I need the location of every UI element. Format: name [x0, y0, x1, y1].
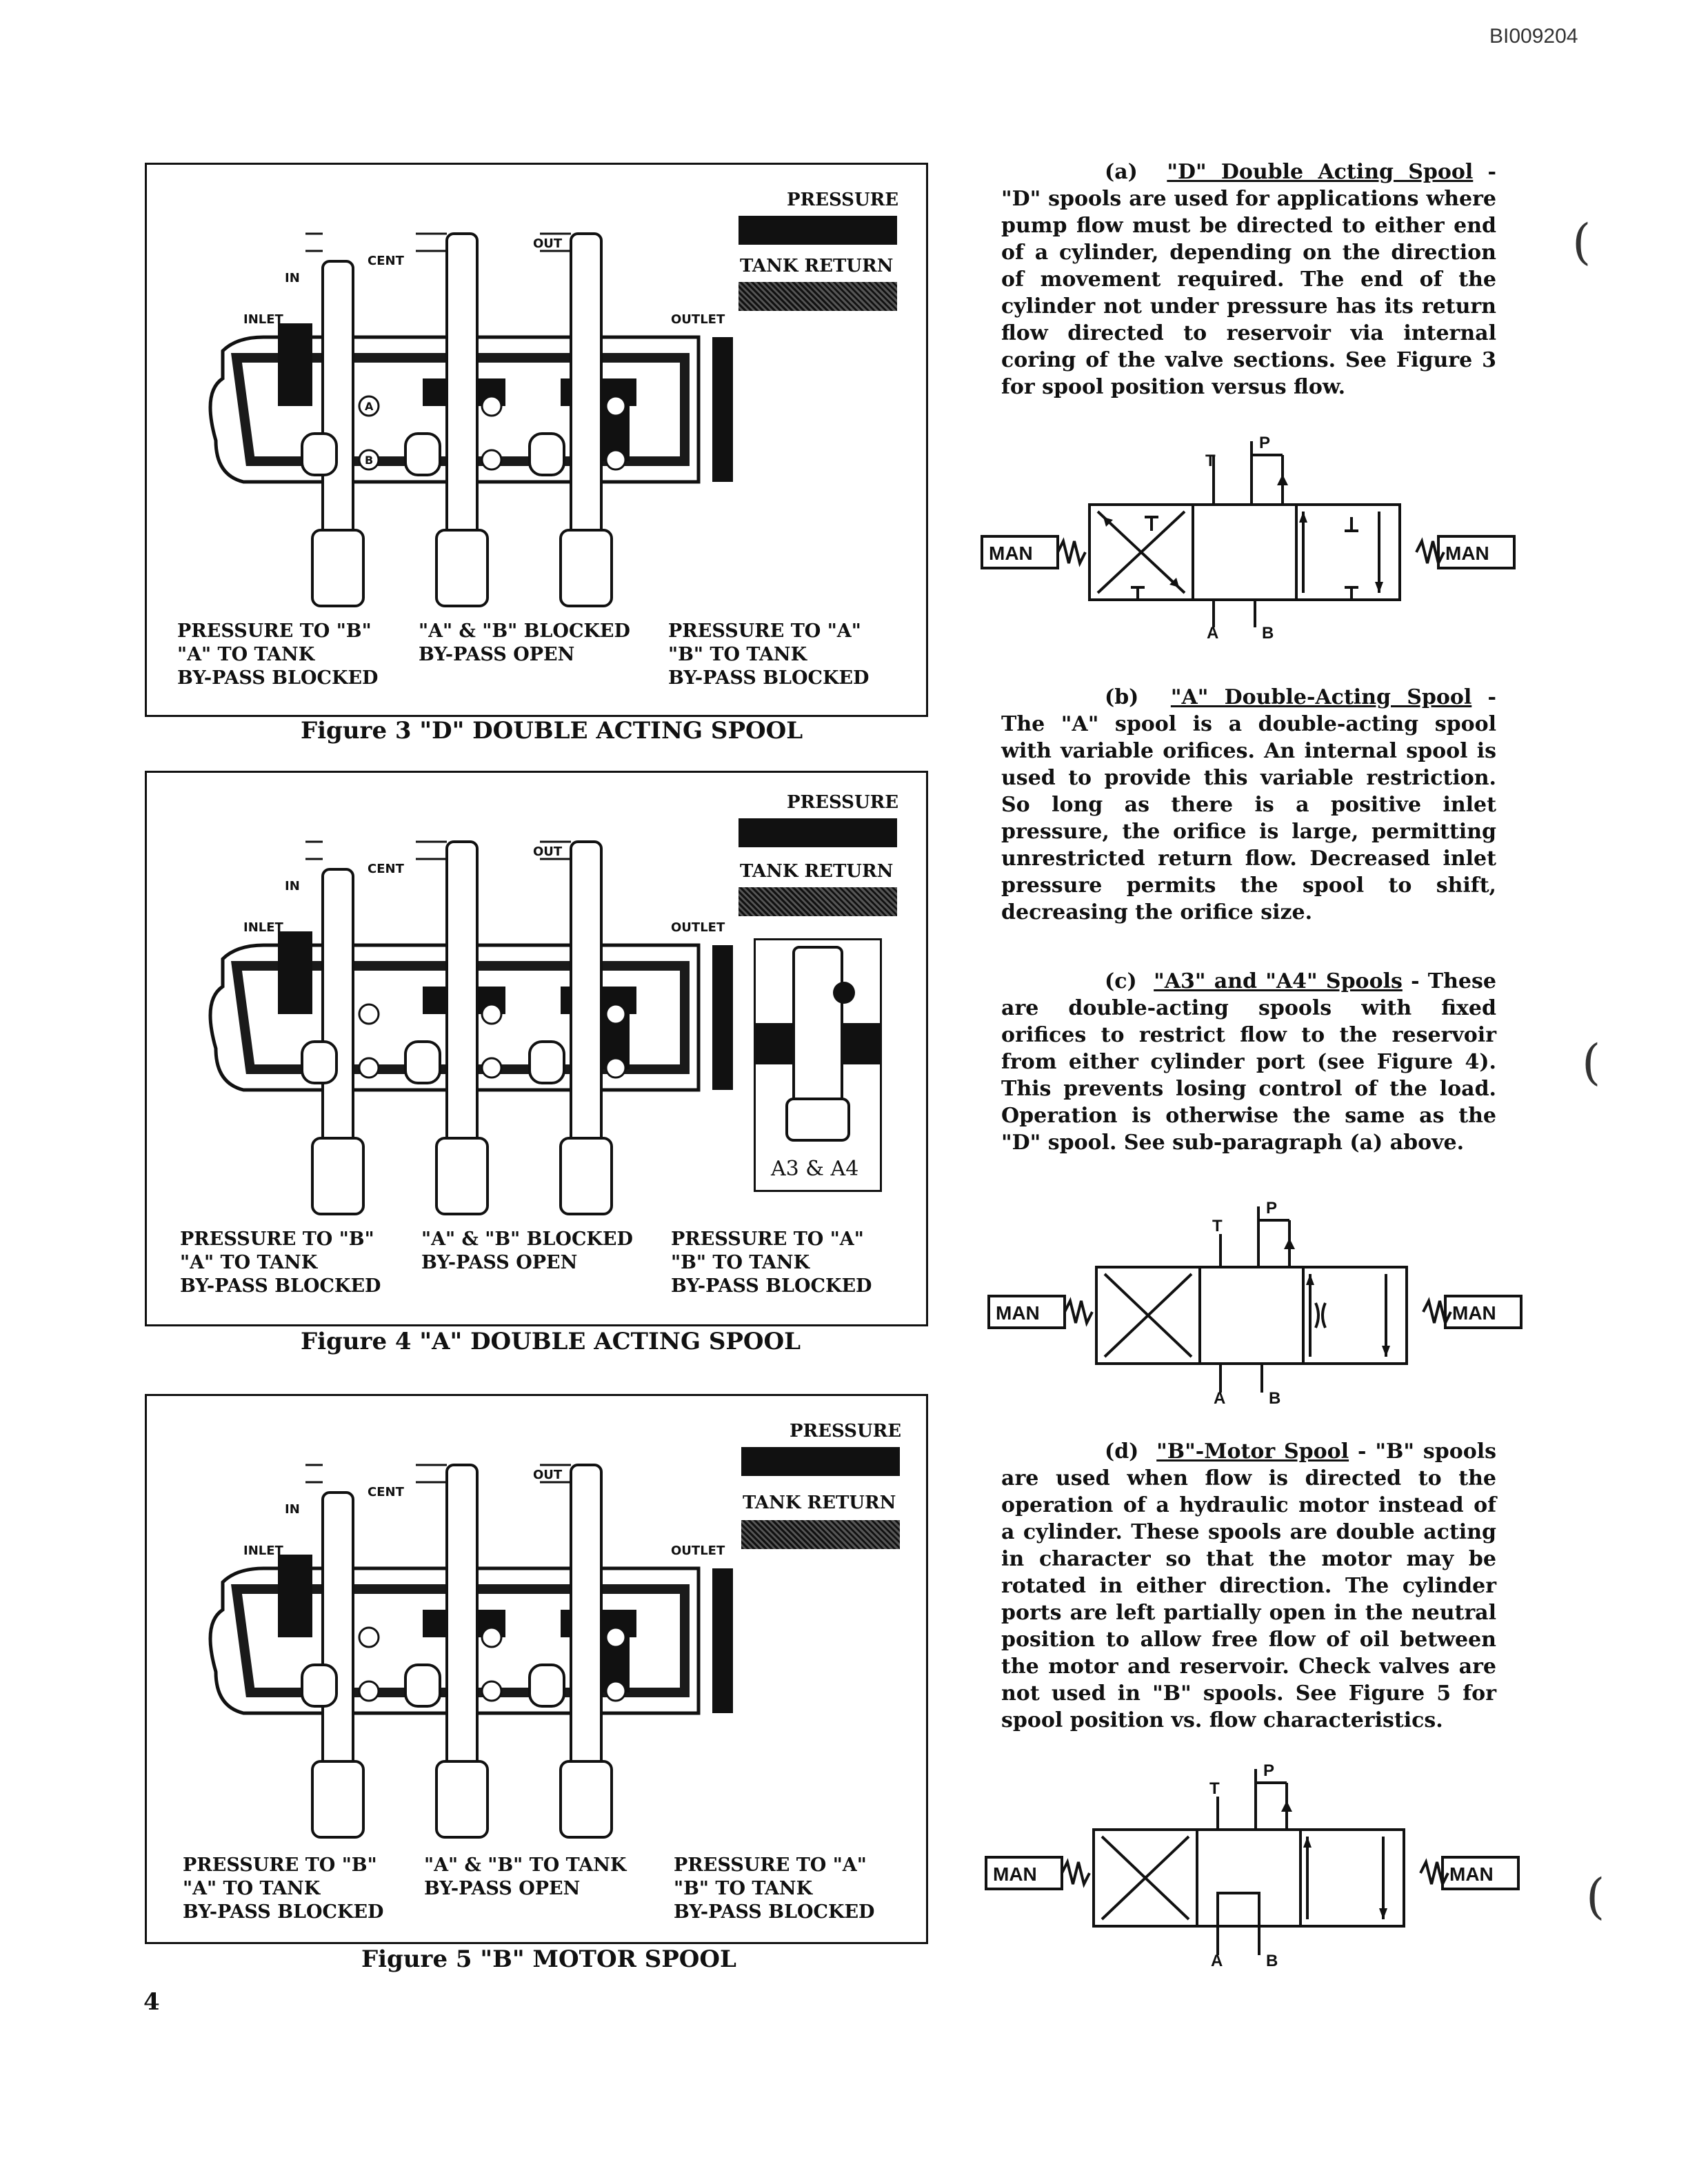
- a3-a4-spool-detail: [756, 940, 880, 1147]
- man-label-left: MAN: [993, 1863, 1037, 1885]
- figure-4-box: [145, 771, 928, 1326]
- position-line: BY-PASS BLOCKED: [668, 667, 870, 689]
- position-label-left: [177, 620, 378, 690]
- b-label: B: [1269, 1389, 1281, 1406]
- a3-a4-label: A3 & A4: [771, 1157, 859, 1181]
- paragraph-body: - "B" spools are used when flow is directed to the operation of a hydraulic motor instead of a cylinder. These spools are double acting in character so that the motor may be rotated in either direction. The cylinder ports are left partially open in the neutral position to allow free flow of oil between the motor and reservoir. Check valves are not used in "B" spools. See Figure 5 for spool position vs. flow characteristics.: [1001, 1439, 1497, 1732]
- paragraph-body: - The "A" spool is a double-acting spool with variable orifices. An internal spool is used to provide this variable restriction. So long as there is a positive inlet pressure, the orifice is large, permitting unrestricted return flow. Decreased inlet pressure permits the spool to shift, decreasing the orifice size.: [1001, 685, 1496, 924]
- figure-4-caption: Figure 4 "A" DOUBLE ACTING SPOOL: [301, 1328, 801, 1355]
- p-label: P: [1259, 434, 1271, 452]
- inlet-label: INLET: [243, 920, 283, 935]
- in-label: IN: [285, 879, 300, 893]
- b-label: B: [1266, 1952, 1278, 1969]
- paragraph-heading: "A" Double-Acting Spool: [1170, 685, 1472, 709]
- port-a-label: A: [365, 400, 374, 413]
- position-line: "A" & "B" BLOCKED: [419, 620, 630, 642]
- position-label-center: [421, 1228, 633, 1275]
- man-label-right: MAN: [1452, 1302, 1496, 1324]
- page-number: 4: [143, 1988, 160, 2016]
- position-line: "B" TO TANK: [668, 644, 807, 665]
- in-label: IN: [285, 1502, 300, 1517]
- inlet-label: INLET: [243, 312, 283, 327]
- valve-cutaway-drawing: [174, 1417, 740, 1858]
- position-line: BY-PASS BLOCKED: [671, 1275, 872, 1297]
- binder-hole-mark: (: [1586, 1868, 1605, 1925]
- man-label-left: MAN: [989, 543, 1033, 564]
- position-line: BY-PASS BLOCKED: [180, 1275, 381, 1297]
- out-label: OUT: [533, 845, 563, 859]
- position-line: BY-PASS OPEN: [424, 1878, 581, 1899]
- position-line: BY-PASS BLOCKED: [177, 667, 379, 689]
- figure-5-box: [145, 1394, 928, 1944]
- paragraph-heading: "B"-Motor Spool: [1156, 1439, 1349, 1464]
- paragraph-body: - These are double-acting spools with fixed orifices to restrict flow to the reservoir from either cylinder port (see Figure 4). This prevents losing control of the load. Operation is otherwise the same as the "D" spool. See sub-paragraph (a) above.: [1001, 969, 1496, 1155]
- p-label: P: [1266, 1199, 1278, 1217]
- legend-pressure-label: PRESSURE: [787, 792, 899, 813]
- outlet-label: OUTLET: [671, 920, 725, 935]
- position-line: BY-PASS OPEN: [419, 644, 575, 665]
- legend-pressure-label: PRESSURE: [787, 190, 899, 210]
- paragraph-b: [1001, 684, 1496, 926]
- in-label: IN: [285, 271, 300, 285]
- position-line: PRESSURE TO "A": [668, 620, 861, 642]
- paragraph-c: [1001, 968, 1496, 1156]
- paragraph-a: [1001, 159, 1496, 401]
- position-line: BY-PASS BLOCKED: [183, 1901, 384, 1923]
- position-label-center: [424, 1854, 626, 1901]
- position-line: "A" TO TANK: [177, 644, 315, 665]
- position-line: PRESSURE TO "A": [674, 1854, 867, 1876]
- paragraph-marker: (d): [1105, 1439, 1139, 1464]
- a-label: A: [1214, 1389, 1226, 1406]
- position-line: PRESSURE TO "B": [177, 620, 372, 642]
- man-label-right: MAN: [1445, 543, 1489, 564]
- valve-symbol-b-motor-spool: [983, 1755, 1521, 1969]
- legend-tank-return-swatch: [738, 887, 897, 916]
- legend-tank-return-label: TANK RETURN: [743, 1493, 896, 1513]
- valve-symbol-a3-a4-spool: [986, 1193, 1524, 1406]
- position-line: "A" TO TANK: [180, 1252, 318, 1273]
- position-line: BY-PASS OPEN: [421, 1252, 578, 1273]
- position-line: "A" & "B" TO TANK: [424, 1854, 627, 1876]
- position-line: "B" TO TANK: [671, 1252, 810, 1273]
- valve-cutaway-drawing: [174, 793, 740, 1235]
- paragraph-heading: "D" Double Acting Spool: [1167, 160, 1474, 184]
- a-label: A: [1207, 624, 1219, 641]
- legend-tank-return-label: TANK RETURN: [740, 861, 894, 882]
- b-label: B: [1262, 624, 1274, 641]
- position-line: "A" TO TANK: [183, 1878, 321, 1899]
- a3-a4-inset: [754, 938, 882, 1192]
- paragraph-d: [1001, 1438, 1496, 1734]
- position-label-right: [671, 1228, 872, 1298]
- cent-label: CENT: [368, 254, 404, 268]
- outlet-label: OUTLET: [671, 312, 725, 327]
- paragraph-body: - "D" spools are used for applications where pump flow must be directed to either end of a cylinder, depending on the direction of movement required. The end of the cylinder not under pressure has its return flow directed to reservoir via internal coring of the valve sections. See Figure 3 for spool position versus flow.: [1001, 160, 1496, 399]
- document-id: BI009204: [1489, 25, 1578, 48]
- outlet-label: OUTLET: [671, 1544, 725, 1558]
- position-label-left: [183, 1854, 383, 1924]
- position-line: "B" TO TANK: [674, 1878, 813, 1899]
- paragraph-heading: "A3" and "A4" Spools: [1154, 969, 1403, 993]
- a-label: A: [1211, 1952, 1223, 1969]
- valve-cutaway-drawing: [174, 185, 740, 627]
- legend-tank-return-swatch: [738, 282, 897, 311]
- position-line: PRESSURE TO "B": [183, 1854, 377, 1876]
- position-line: BY-PASS BLOCKED: [674, 1901, 875, 1923]
- legend-pressure-swatch: [738, 216, 897, 245]
- position-label-center: [419, 620, 630, 667]
- paragraph-marker: (b): [1105, 685, 1139, 709]
- cent-label: CENT: [368, 862, 404, 876]
- legend-pressure-swatch: [738, 818, 897, 847]
- t-label: T: [1205, 452, 1216, 470]
- figure-3-box: [145, 163, 928, 717]
- binder-hole-mark: (: [1572, 214, 1591, 270]
- position-line: PRESSURE TO "B": [180, 1228, 374, 1250]
- legend-pressure-label: PRESSURE: [790, 1421, 902, 1442]
- position-line: "A" & "B" BLOCKED: [421, 1228, 633, 1250]
- out-label: OUT: [533, 236, 563, 251]
- cent-label: CENT: [368, 1485, 404, 1499]
- binder-hole-mark: (: [1582, 1034, 1601, 1091]
- out-label: OUT: [533, 1468, 563, 1482]
- position-label-left: [180, 1228, 381, 1298]
- legend-tank-return-label: TANK RETURN: [740, 256, 894, 276]
- legend-pressure-swatch: [741, 1447, 900, 1476]
- inlet-label: INLET: [243, 1544, 283, 1558]
- position-label-right: [668, 620, 869, 690]
- figure-3-caption: Figure 3 "D" DOUBLE ACTING SPOOL: [301, 717, 803, 745]
- p-label: P: [1263, 1761, 1275, 1780]
- paragraph-marker: (a): [1105, 160, 1138, 184]
- port-b-label: B: [365, 454, 374, 467]
- man-label-left: MAN: [996, 1302, 1040, 1324]
- t-label: T: [1212, 1217, 1223, 1235]
- position-label-right: [674, 1854, 874, 1924]
- valve-symbol-d-spool: [979, 427, 1517, 641]
- figure-5-caption: Figure 5 "B" MOTOR SPOOL: [361, 1945, 736, 1973]
- paragraph-marker: (c): [1105, 969, 1137, 993]
- position-line: PRESSURE TO "A": [671, 1228, 864, 1250]
- t-label: T: [1209, 1779, 1220, 1798]
- legend-tank-return-swatch: [741, 1520, 900, 1549]
- man-label-right: MAN: [1449, 1863, 1494, 1885]
